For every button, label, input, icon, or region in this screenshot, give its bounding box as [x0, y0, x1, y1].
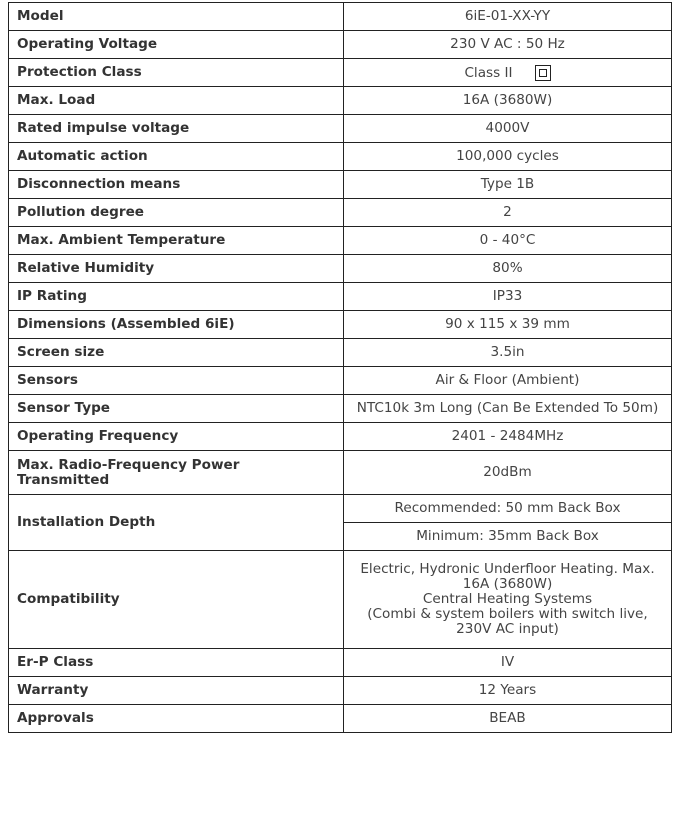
spec-value: 12 Years [344, 677, 672, 705]
spec-value: 2 [344, 199, 672, 227]
table-row [9, 199, 672, 227]
spec-value: IV [344, 649, 672, 677]
table-row [9, 395, 672, 423]
table-row [9, 255, 672, 283]
spec-value: BEAB [344, 705, 672, 733]
spec-value-cell [344, 59, 672, 87]
spec-value: IP33 [344, 283, 672, 311]
table-row [9, 367, 672, 395]
spec-value: 230 V AC : 50 Hz [344, 31, 672, 59]
table-row [9, 283, 672, 311]
table-row [9, 115, 672, 143]
table-row [9, 451, 672, 495]
table-row [9, 171, 672, 199]
spec-label: Model [9, 3, 344, 31]
table-row [9, 3, 672, 31]
table-row [9, 31, 672, 59]
table-row [9, 423, 672, 451]
table-row [9, 495, 672, 523]
spec-value: 0 - 40°C [344, 227, 672, 255]
spec-label: Approvals [9, 705, 344, 733]
spec-value: Type 1B [344, 171, 672, 199]
table-row [9, 677, 672, 705]
spec-label: Screen size [9, 339, 344, 367]
spec-label: Pollution degree [9, 199, 344, 227]
spec-label: Relative Humidity [9, 255, 344, 283]
spec-value: Air & Floor (Ambient) [344, 367, 672, 395]
spec-value: 100,000 cycles [344, 143, 672, 171]
spec-label: Er-P Class [9, 649, 344, 677]
spec-value: 20dBm [344, 451, 672, 495]
table-row [9, 339, 672, 367]
spec-label: Sensors [9, 367, 344, 395]
spec-label: Operating Frequency [9, 423, 344, 451]
spec-label: Compatibility [9, 551, 344, 649]
spec-label: Protection Class [9, 59, 344, 87]
spec-label: IP Rating [9, 283, 344, 311]
spec-value: 6iE-01-XX-YY [344, 3, 672, 31]
spec-label: Max. Ambient Temperature [9, 227, 344, 255]
spec-value: Electric, Hydronic Underfloor Heating. Max. 16A (3680W) Central Heating Systems (Combi & system boilers with switch live, 230V AC input) [344, 551, 672, 649]
spec-value: 16A (3680W) [344, 87, 672, 115]
table-row [9, 227, 672, 255]
spec-label: Operating Voltage [9, 31, 344, 59]
table-row [9, 143, 672, 171]
spec-label: Disconnection means [9, 171, 344, 199]
spec-label: Max. Load [9, 87, 344, 115]
spec-label: Installation Depth [9, 495, 344, 551]
spec-value: Recommended: 50 mm Back Box [344, 495, 672, 523]
table-row [9, 705, 672, 733]
spec-label: Max. Radio-Frequency Power Transmitted [9, 451, 344, 495]
spec-label: Dimensions (Assembled 6iE) [9, 311, 344, 339]
spec-value: 4000V [344, 115, 672, 143]
spec-label: Rated impulse voltage [9, 115, 344, 143]
spec-value: Minimum: 35mm Back Box [344, 523, 672, 551]
spec-value: 2401 - 2484MHz [344, 423, 672, 451]
table-row [9, 87, 672, 115]
spec-label: Warranty [9, 677, 344, 705]
spec-label: Automatic action [9, 143, 344, 171]
table-row [9, 311, 672, 339]
spec-value: 80% [344, 255, 672, 283]
class-ii-double-square-icon [535, 65, 551, 81]
spec-value: 3.5in [344, 339, 672, 367]
spec-label: Sensor Type [9, 395, 344, 423]
spec-value: Class II [464, 64, 513, 81]
spec-value: NTC10k 3m Long (Can Be Extended To 50m) [344, 395, 672, 423]
table-row [9, 59, 672, 87]
table-row [9, 551, 672, 649]
specifications-table [8, 2, 672, 733]
spec-value: 90 x 115 x 39 mm [344, 311, 672, 339]
table-row [9, 649, 672, 677]
